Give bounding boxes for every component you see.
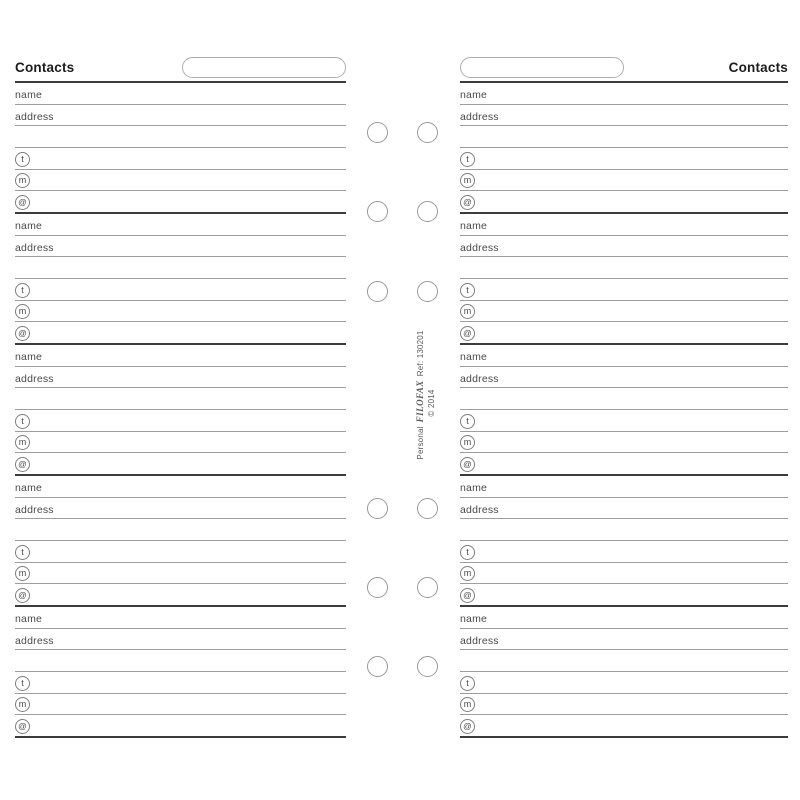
contact-entry-block [15,83,346,214]
phone-row [15,410,346,432]
phone-icon: t [460,676,475,691]
phone-icon: t [460,152,475,167]
mobile-icon: m [15,173,30,188]
imprint-ref-number: Ref: 130201 [416,330,425,377]
phone-row [15,541,346,563]
page-title: Contacts [728,59,788,75]
phone-row [15,672,346,694]
punch-hole [367,122,388,143]
phone-icon: t [460,414,475,429]
address-extra-row [15,126,346,148]
address-label: address [15,372,54,385]
name-label: name [15,220,43,233]
address-row [460,105,788,127]
name-row [460,345,788,367]
address-extra-row [15,388,346,410]
mobile-row [15,563,346,585]
punch-hole [417,122,438,143]
phone-row [460,410,788,432]
address-row [15,367,346,389]
tab-label-box [182,57,346,78]
punch-hole [417,201,438,222]
address-row [460,498,788,520]
name-label: name [460,89,488,102]
punch-hole [367,656,388,677]
name-row [460,607,788,629]
mobile-row [460,170,788,192]
name-label: name [460,220,488,233]
punch-hole [367,201,388,222]
phone-icon: t [15,283,30,298]
address-row [15,498,346,520]
address-extra-row [460,257,788,279]
address-label: address [15,634,54,647]
contact-blocks [460,83,788,738]
page-left-header [15,57,346,83]
contact-entry-block [15,476,346,607]
email-row [460,453,788,476]
tab-label-box [460,57,624,78]
phone-row [460,148,788,170]
mobile-icon: m [15,435,30,450]
contact-entry-block [460,214,788,345]
name-label: name [15,351,43,364]
address-extra-row [15,257,346,279]
mobile-row [15,301,346,323]
address-row [15,629,346,651]
name-row [460,476,788,498]
address-label: address [460,503,499,516]
phone-row [460,672,788,694]
mobile-icon: m [15,697,30,712]
contact-entry-block [15,214,346,345]
mobile-row [460,563,788,585]
punch-hole [417,656,438,677]
filofax-logo: filofax [411,380,426,423]
address-extra-row [460,126,788,148]
address-row [460,629,788,651]
contact-entry-block [460,476,788,607]
email-row [460,584,788,607]
phone-row [15,148,346,170]
imprint-line [411,331,427,459]
email-icon: @ [460,588,475,603]
phone-icon: t [460,283,475,298]
name-row [15,214,346,236]
address-row [460,367,788,389]
page-right-header [460,57,788,83]
mobile-icon: m [460,435,475,450]
email-icon: @ [15,719,30,734]
address-label: address [460,110,499,123]
email-icon: @ [460,326,475,341]
email-icon: @ [15,195,30,210]
mobile-icon: m [15,304,30,319]
email-row [15,715,346,738]
punch-hole [417,281,438,302]
address-row [15,236,346,258]
name-label: name [460,482,488,495]
phone-icon: t [15,152,30,167]
address-extra-row [460,519,788,541]
name-row [15,607,346,629]
email-row [15,453,346,476]
address-extra-row [15,650,346,672]
email-icon: @ [460,719,475,734]
imprint-product-label: Personal [416,426,425,460]
punch-hole [417,577,438,598]
punch-hole [367,281,388,302]
mobile-icon: m [460,566,475,581]
address-label: address [15,503,54,516]
page-left [15,57,346,738]
mobile-row [15,432,346,454]
mobile-icon: m [15,566,30,581]
address-extra-row [15,519,346,541]
contact-entry-block [460,607,788,738]
phone-row [460,279,788,301]
spine-imprint [411,331,437,459]
mobile-row [15,170,346,192]
page-title: Contacts [15,59,75,75]
email-row [460,322,788,345]
address-row [460,236,788,258]
name-row [15,345,346,367]
imprint-copyright: © 2014 [427,389,436,417]
mobile-row [15,694,346,716]
email-row [15,584,346,607]
mobile-icon: m [460,304,475,319]
address-label: address [15,110,54,123]
mobile-row [460,301,788,323]
name-row [460,214,788,236]
address-label: address [460,634,499,647]
name-label: name [460,613,488,626]
name-label: name [15,482,43,495]
mobile-row [460,432,788,454]
name-row [460,83,788,105]
phone-row [460,541,788,563]
contact-entry-block [15,345,346,476]
contact-entry-block [460,83,788,214]
punch-hole [417,498,438,519]
name-label: name [15,89,43,102]
name-label: name [15,613,43,626]
mobile-row [460,694,788,716]
email-row [460,191,788,214]
contact-blocks [15,83,346,738]
name-row [15,476,346,498]
contact-entry-block [15,607,346,738]
name-row [15,83,346,105]
address-extra-row [460,388,788,410]
phone-icon: t [460,545,475,560]
phone-icon: t [15,414,30,429]
email-icon: @ [460,195,475,210]
punch-hole [367,577,388,598]
mobile-icon: m [460,697,475,712]
email-icon: @ [15,326,30,341]
phone-icon: t [15,676,30,691]
phone-icon: t [15,545,30,560]
mobile-icon: m [460,173,475,188]
address-row [15,105,346,127]
name-label: name [460,351,488,364]
phone-row [15,279,346,301]
email-row [460,715,788,738]
punch-hole [367,498,388,519]
page-right [460,57,788,738]
email-icon: @ [15,457,30,472]
address-extra-row [460,650,788,672]
email-row [15,322,346,345]
address-label: address [460,241,499,254]
email-icon: @ [15,588,30,603]
address-label: address [15,241,54,254]
contact-entry-block [460,345,788,476]
address-label: address [460,372,499,385]
email-icon: @ [460,457,475,472]
email-row [15,191,346,214]
